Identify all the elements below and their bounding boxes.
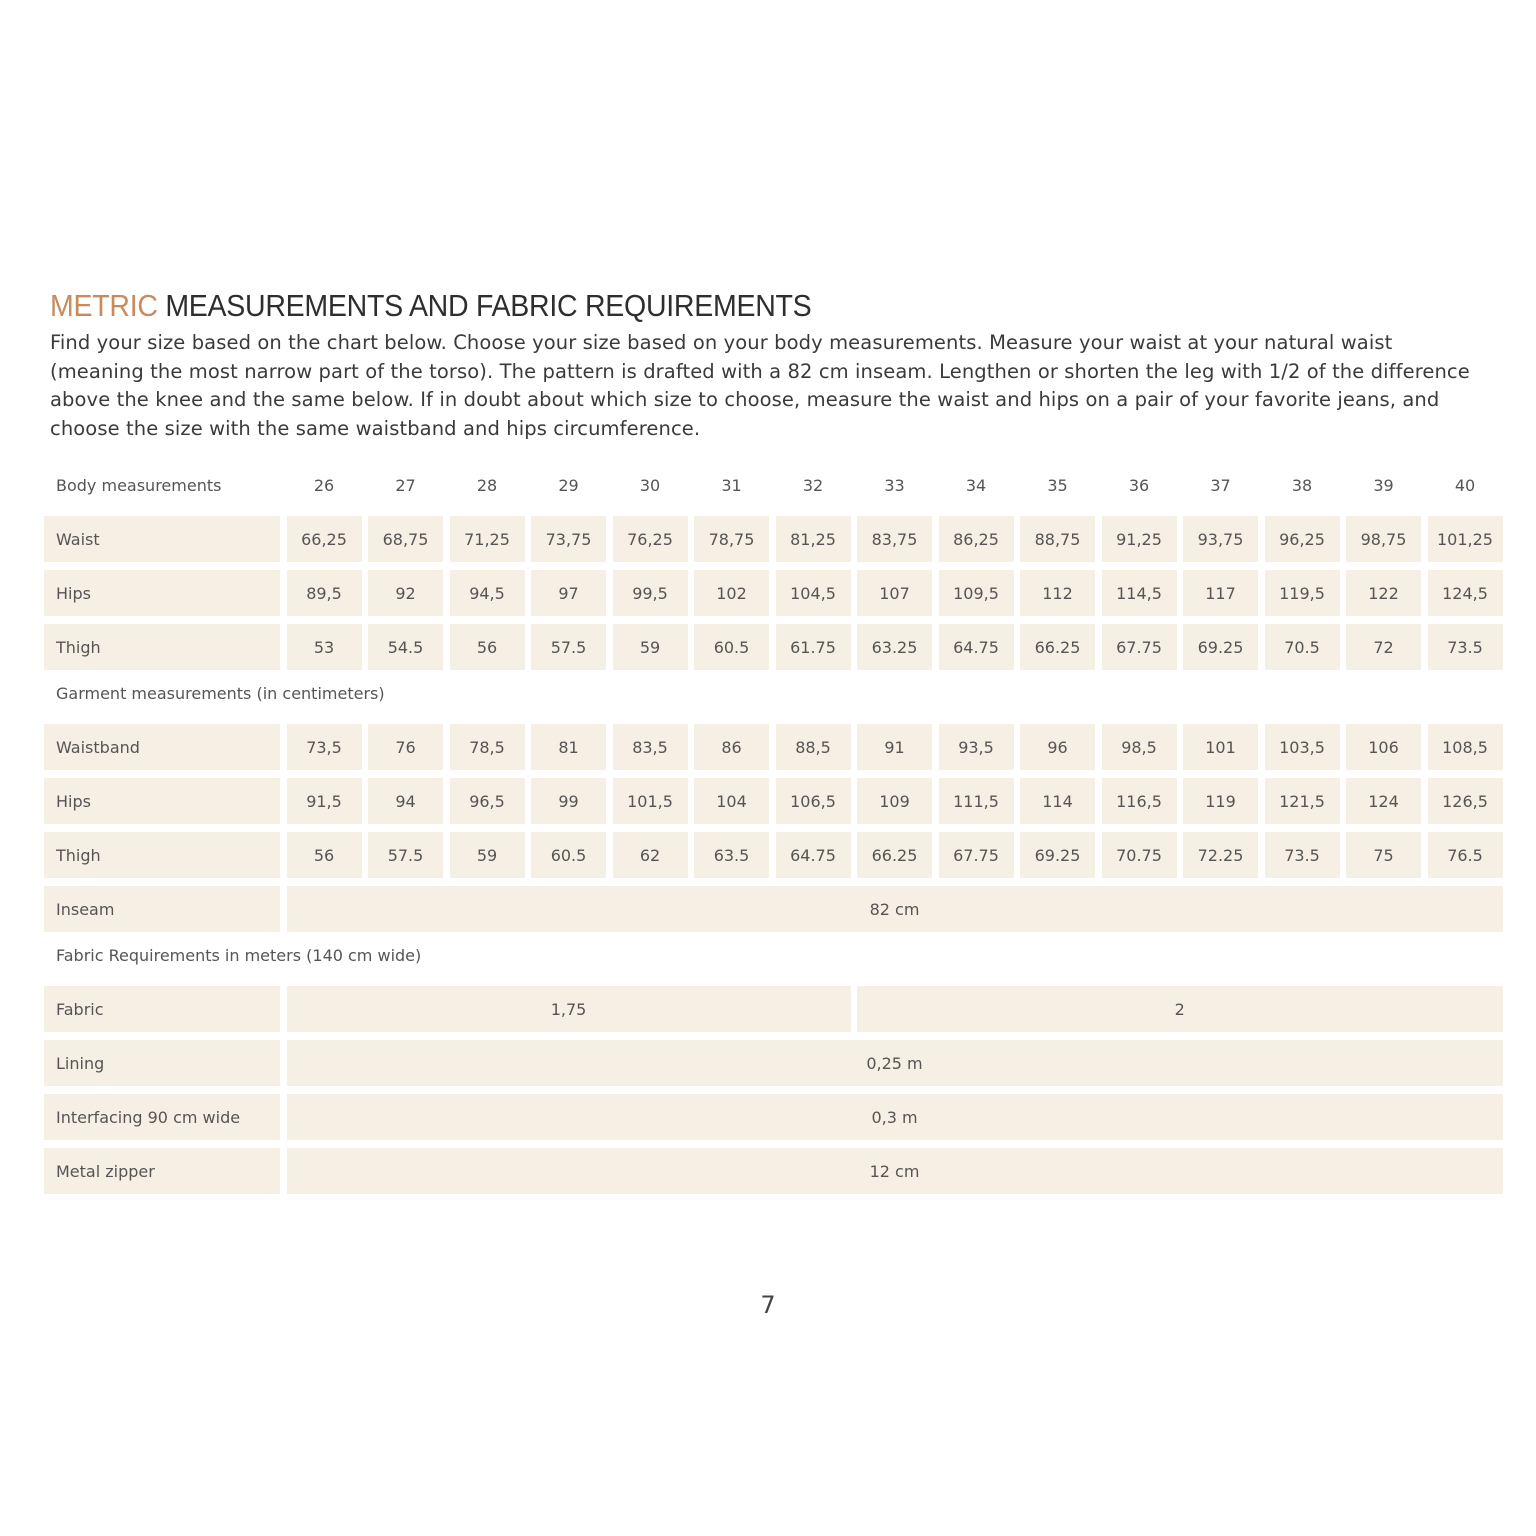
size-header: 38 (1291, 475, 1313, 495)
table-cell: 96,5 (450, 778, 525, 824)
table-cell: 81 (531, 724, 606, 770)
table-cell: 91,25 (1102, 516, 1177, 562)
page-title (50, 288, 811, 324)
table-cell: 88,5 (776, 724, 851, 770)
table-cell: 99 (531, 778, 606, 824)
table-cell: 88,75 (1020, 516, 1095, 562)
table-cell: 59 (613, 624, 688, 670)
size-header: 36 (1128, 475, 1150, 495)
table-cell: 86 (694, 724, 769, 770)
size-header: 28 (476, 475, 498, 495)
fabric-value-small-sizes: 1,75 (287, 986, 851, 1032)
table-cell: 108,5 (1428, 724, 1503, 770)
table-cell: 73,5 (287, 724, 362, 770)
table-cell: 53 (287, 624, 362, 670)
table-cell: 59 (450, 832, 525, 878)
table-cell: 98,75 (1346, 516, 1421, 562)
table-cell: 78,5 (450, 724, 525, 770)
table-cell: 60.5 (694, 624, 769, 670)
row-label: Thigh (44, 624, 280, 670)
size-header: 27 (395, 475, 416, 495)
table-cell: 114,5 (1102, 570, 1177, 616)
table-cell: 69.25 (1020, 832, 1095, 878)
table-cell: 94,5 (450, 570, 525, 616)
row-label: Waistband (44, 724, 280, 770)
size-header: 29 (558, 475, 579, 495)
table-cell: 101,5 (613, 778, 688, 824)
fabric-requirements-header: Fabric Requirements in meters (140 cm wide) (56, 945, 422, 965)
table-cell: 121,5 (1265, 778, 1340, 824)
table-cell: 93,75 (1183, 516, 1258, 562)
size-header: 39 (1373, 475, 1394, 495)
table-cell: 106 (1346, 724, 1421, 770)
table-cell: 91,5 (287, 778, 362, 824)
table-cell: 96,25 (1265, 516, 1340, 562)
size-header: 30 (639, 475, 661, 495)
table-cell: 73.5 (1428, 624, 1503, 670)
table-cell: 106,5 (776, 778, 851, 824)
table-cell: 76.5 (1428, 832, 1503, 878)
table-cell: 76 (368, 724, 443, 770)
table-cell: 83,5 (613, 724, 688, 770)
table-cell: 56 (287, 832, 362, 878)
table-cell: 96 (1020, 724, 1095, 770)
table-cell: 102 (694, 570, 769, 616)
table-cell: 119,5 (1265, 570, 1340, 616)
table-cell: 69.25 (1183, 624, 1258, 670)
lining-value: 0,25 m (287, 1040, 1503, 1086)
table-cell: 64.75 (939, 624, 1014, 670)
fabric-value-large-sizes: 2 (857, 986, 1503, 1032)
table-cell: 124,5 (1428, 570, 1503, 616)
table-cell: 122 (1346, 570, 1421, 616)
table-cell: 67.75 (1102, 624, 1177, 670)
table-cell: 126,5 (1428, 778, 1503, 824)
size-header: 34 (965, 475, 987, 495)
table-cell: 66.25 (1020, 624, 1095, 670)
interfacing-value: 0,3 m (287, 1094, 1503, 1140)
title-accent: METRIC (50, 288, 158, 323)
table-cell: 62 (613, 832, 688, 878)
table-cell: 66.25 (857, 832, 932, 878)
table-cell: 66,25 (287, 516, 362, 562)
title-rest: MEASUREMENTS AND FABRIC REQUIREMENTS (157, 288, 812, 323)
table-cell: 124 (1346, 778, 1421, 824)
table-cell: 109,5 (939, 570, 1014, 616)
table-cell: 73,75 (531, 516, 606, 562)
table-cell: 61.75 (776, 624, 851, 670)
table-cell: 89,5 (287, 570, 362, 616)
table-cell: 101,25 (1428, 516, 1503, 562)
table-cell: 70.5 (1265, 624, 1340, 670)
garment-measurements-header: Garment measurements (in centimeters) (56, 683, 385, 703)
table-cell: 60.5 (531, 832, 606, 878)
table-cell: 64.75 (776, 832, 851, 878)
row-label: Metal zipper (44, 1148, 280, 1194)
table-cell: 97 (531, 570, 606, 616)
table-cell: 56 (450, 624, 525, 670)
table-cell: 83,75 (857, 516, 932, 562)
table-cell: 101 (1183, 724, 1258, 770)
table-cell: 72 (1346, 624, 1421, 670)
size-header: 33 (884, 475, 905, 495)
table-cell: 86,25 (939, 516, 1014, 562)
body-measurements-header: Body measurements (56, 475, 222, 495)
table-cell: 68,75 (368, 516, 443, 562)
table-cell: 70.75 (1102, 832, 1177, 878)
table-cell: 94 (368, 778, 443, 824)
table-cell: 104 (694, 778, 769, 824)
size-header: 26 (313, 475, 335, 495)
intro-paragraph: Find your size based on the chart below. Choose your size based on your body measurements. Measure your waist at your natural waist (meaning the most narrow part of the torso). The pattern is drafted with a 82 cm inseam. Lengthen or shorten the leg with 1/2 of the difference above the knee and the same below. If in doubt about which size to choose, measure the waist and hips on a pair of your favorite jeans, and choose the size with the same waistband and hips circumference. (50, 331, 1470, 440)
row-label: Fabric (44, 986, 280, 1032)
table-cell: 92 (368, 570, 443, 616)
size-header: 31 (721, 475, 742, 495)
row-label: Waist (44, 516, 280, 562)
row-label: Lining (44, 1040, 280, 1086)
row-label: Inseam (44, 886, 280, 932)
table-cell: 103,5 (1265, 724, 1340, 770)
table-cell: 99,5 (613, 570, 688, 616)
table-cell: 114 (1020, 778, 1095, 824)
size-header: 32 (802, 475, 824, 495)
size-header: 37 (1210, 475, 1231, 495)
page-number: 7 (760, 1291, 776, 1319)
table-cell: 63.5 (694, 832, 769, 878)
table-cell: 119 (1183, 778, 1258, 824)
size-chart-table (44, 462, 1500, 1194)
table-cell: 63.25 (857, 624, 932, 670)
inseam-value: 82 cm (287, 886, 1503, 932)
table-cell: 81,25 (776, 516, 851, 562)
size-header: 35 (1047, 475, 1068, 495)
row-label: Hips (44, 570, 280, 616)
size-header: 40 (1454, 475, 1476, 495)
table-cell: 76,25 (613, 516, 688, 562)
row-label: Thigh (44, 832, 280, 878)
table-cell: 98,5 (1102, 724, 1177, 770)
table-cell: 112 (1020, 570, 1095, 616)
table-cell: 54.5 (368, 624, 443, 670)
zipper-value: 12 cm (287, 1148, 1503, 1194)
table-cell: 107 (857, 570, 932, 616)
table-cell: 71,25 (450, 516, 525, 562)
table-cell: 78,75 (694, 516, 769, 562)
table-cell: 57.5 (368, 832, 443, 878)
row-label: Hips (44, 778, 280, 824)
table-cell: 72.25 (1183, 832, 1258, 878)
row-label: Interfacing 90 cm wide (44, 1094, 280, 1140)
table-cell: 117 (1183, 570, 1258, 616)
table-cell: 93,5 (939, 724, 1014, 770)
table-cell: 67.75 (939, 832, 1014, 878)
table-cell: 116,5 (1102, 778, 1177, 824)
table-cell: 111,5 (939, 778, 1014, 824)
table-cell: 73.5 (1265, 832, 1340, 878)
table-cell: 91 (857, 724, 932, 770)
table-cell: 57.5 (531, 624, 606, 670)
table-cell: 75 (1346, 832, 1421, 878)
table-cell: 104,5 (776, 570, 851, 616)
table-cell: 109 (857, 778, 932, 824)
